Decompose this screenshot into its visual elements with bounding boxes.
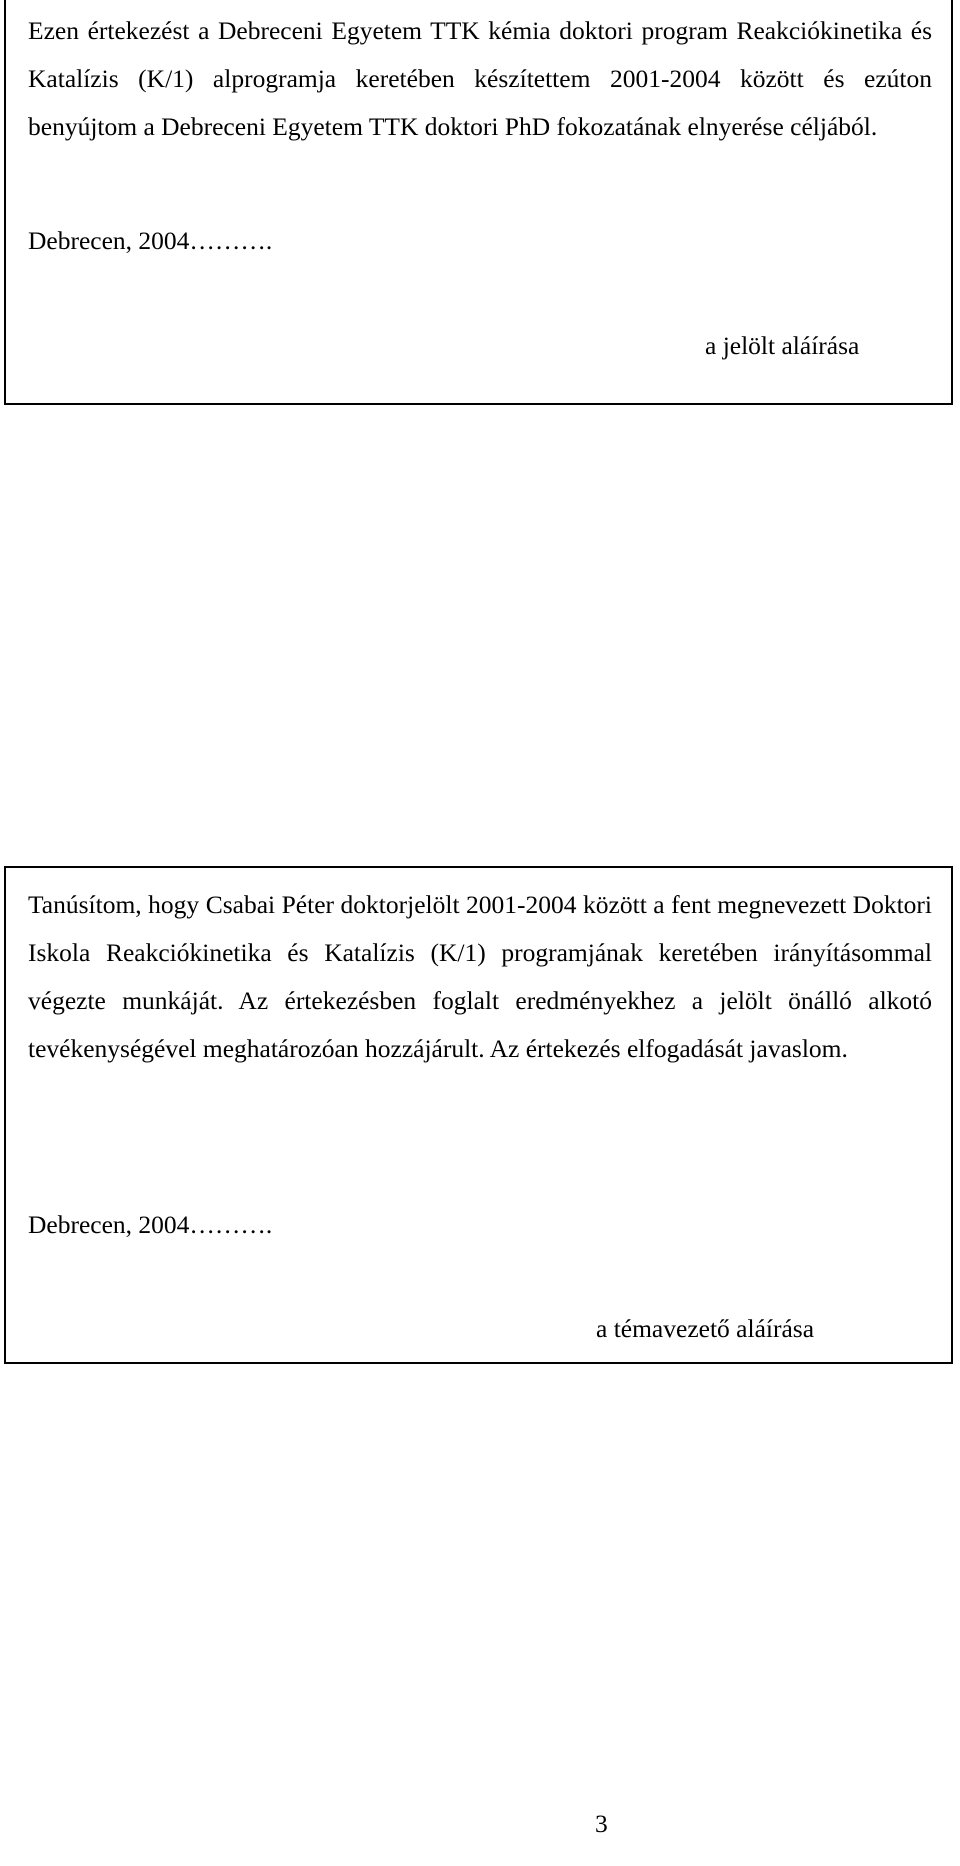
supervisor-statement-text: Tanúsítom, hogy Csabai Péter doktorjelölt 2001-2004 között a fent megnevezett Doktori Iskola Reakciókinetika és Katalízis (K/1) programjának keretében irányításommal végezte munkáját. Az értekezésben foglalt eredményekhez a jelölt önálló alkotó tevékenységével meghatározóan hozzájárult. Az értekezés elfogadását javaslom. bbox=[28, 890, 932, 1063]
page-number: 3 bbox=[595, 1809, 608, 1838]
supervisor-place-date: Debrecen, 2004………. bbox=[28, 1210, 273, 1239]
supervisor-statement-box bbox=[4, 866, 953, 1364]
supervisor-signature-label: a témavezető aláírása bbox=[596, 1314, 815, 1343]
candidate-place-date: Debrecen, 2004………. bbox=[28, 226, 273, 255]
candidate-declaration-box bbox=[4, 0, 953, 405]
candidate-declaration-text: Ezen értekezést a Debreceni Egyetem TTK kémia doktori program Reakciókinetika és Katalízis (K/1) alprogramja keretében készítettem 2001-2004 között és ezúton benyújtom a Debreceni Egyetem TTK doktori PhD fokozatának elnyerése céljából. bbox=[28, 16, 932, 141]
candidate-signature-label: a jelölt aláírása bbox=[705, 331, 860, 360]
